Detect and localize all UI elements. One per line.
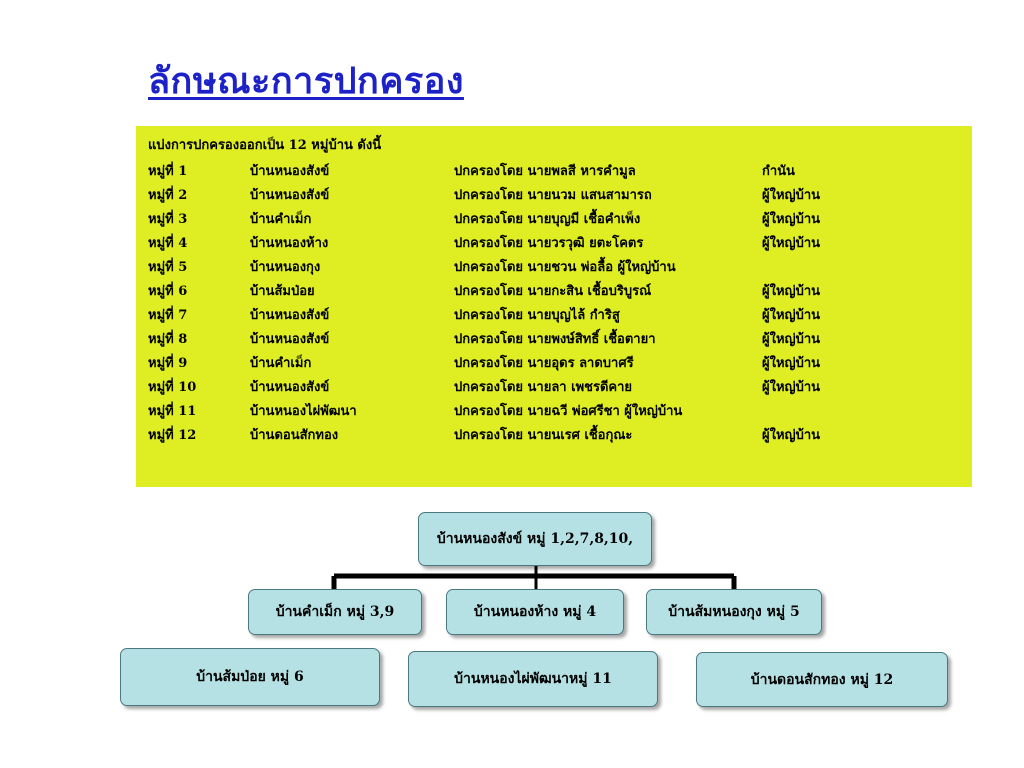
village-name: บ้านส้มป่อย xyxy=(250,284,315,299)
org-level3-box-2: บ้านหนองไผ่พัฒนาหมู่ 11 xyxy=(408,651,658,707)
village-name: บ้านหนองห้าง xyxy=(250,236,329,251)
village-number: หมู่ที่ 8 xyxy=(148,332,188,347)
position: ผู้ใหญ่บ้าน xyxy=(762,428,821,443)
governed-by: ปกครองโดย นายบุญมี เชื้อคำเพ็ง xyxy=(454,212,641,227)
position: ผู้ใหญ่บ้าน xyxy=(762,332,821,347)
village-name: บ้านหนองสังข์ xyxy=(250,380,330,395)
village-name: บ้านหนองกุง xyxy=(250,260,321,275)
village-name: บ้านคำเม็ก xyxy=(250,212,312,227)
org-level2-box-2: บ้านหนองห้าง หมู่ 4 xyxy=(446,589,624,635)
governed-by: ปกครองโดย นายชวน พ่อลื้อ ผู้ใหญ่บ้าน xyxy=(454,260,676,275)
governed-by: ปกครองโดย นายลา เพชรดีคาย xyxy=(454,380,632,395)
org-level2-box-3: บ้านส้มหนองกุง หมู่ 5 xyxy=(646,589,822,635)
position: ผู้ใหญ่บ้าน xyxy=(762,308,821,323)
position: ผู้ใหญ่บ้าน xyxy=(762,356,821,371)
governed-by: ปกครองโดย นายฉวี พ่อศรีชา ผู้ใหญ่บ้าน xyxy=(454,404,683,419)
position: ผู้ใหญ่บ้าน xyxy=(762,284,821,299)
village-number: หมู่ที่ 9 xyxy=(148,356,188,371)
village-number: หมู่ที่ 2 xyxy=(148,188,188,203)
village-number: หมู่ที่ 7 xyxy=(148,308,188,323)
position: ผู้ใหญ่บ้าน xyxy=(762,380,821,395)
position: กำนัน xyxy=(762,164,795,179)
village-name: บ้านคำเม็ก xyxy=(250,356,312,371)
village-number: หมู่ที่ 4 xyxy=(148,236,188,251)
village-name: บ้านหนองไผ่พัฒนา xyxy=(250,404,357,419)
village-number: หมู่ที่ 5 xyxy=(148,260,188,275)
governed-by: ปกครองโดย นายบุญไล้ กำริสู xyxy=(454,308,620,323)
village-name: บ้านหนองสังข์ xyxy=(250,332,330,347)
governed-by: ปกครองโดย นายอุดร ลาดบาศรี xyxy=(454,356,634,371)
village-name: บ้านหนองสังข์ xyxy=(250,188,330,203)
village-number: หมู่ที่ 12 xyxy=(148,428,197,443)
org-level2-box-1: บ้านคำเม็ก หมู่ 3,9 xyxy=(248,589,422,635)
governed-by: ปกครองโดย นายพลสี หารคำมูล xyxy=(454,164,636,179)
position: ผู้ใหญ่บ้าน xyxy=(762,188,821,203)
village-number: หมู่ที่ 1 xyxy=(148,164,188,179)
org-level3-box-3: บ้านดอนสักทอง หมู่ 12 xyxy=(696,652,948,707)
org-root-box: บ้านหนองสังข์ หมู่ 1,2,7,8,10, xyxy=(418,512,652,566)
page-title: ลักษณะการปกครอง xyxy=(148,60,464,102)
village-number: หมู่ที่ 10 xyxy=(148,380,197,395)
village-name: บ้านหนองสังข์ xyxy=(250,164,330,179)
position: ผู้ใหญ่บ้าน xyxy=(762,212,821,227)
table-intro: แบ่งการปกครองออกเป็น 12 หมู่บ้าน ดังนี้ xyxy=(148,138,382,153)
position: ผู้ใหญ่บ้าน xyxy=(762,236,821,251)
governed-by: ปกครองโดย นายกะสิน เชื้อบริบูรณ์ xyxy=(454,284,652,299)
village-number: หมู่ที่ 11 xyxy=(148,404,197,419)
governed-by: ปกครองโดย นายนวม แสนสามารถ xyxy=(454,188,652,203)
governed-by: ปกครองโดย นายวรวุฒิ ยตะโคตร xyxy=(454,236,644,251)
village-name: บ้านดอนสักทอง xyxy=(250,428,339,443)
village-name: บ้านหนองสังข์ xyxy=(250,308,330,323)
governed-by: ปกครองโดย นายพงษ์สิทธิ์ เชื้อตายา xyxy=(454,332,656,347)
village-number: หมู่ที่ 3 xyxy=(148,212,188,227)
org-level3-box-1: บ้านส้มป่อย หมู่ 6 xyxy=(120,648,380,706)
village-number: หมู่ที่ 6 xyxy=(148,284,188,299)
governed-by: ปกครองโดย นายนเรศ เชื้อกุณะ xyxy=(454,428,633,443)
